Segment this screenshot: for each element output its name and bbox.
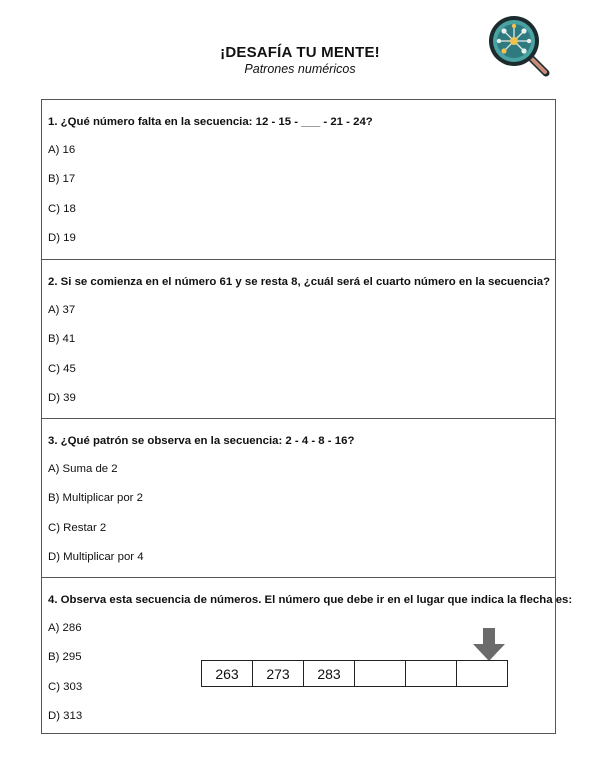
- option-b: B) Multiplicar por 2: [48, 492, 143, 504]
- page-title: ¡DESAFÍA TU MENTE!: [220, 44, 380, 61]
- option-d: D) 39: [48, 392, 76, 404]
- option-d: D) 313: [48, 710, 83, 722]
- question-text: 2. Si se comienza en el número 61 y se resta 8, ¿cuál será el cuarto número en la secuencia?: [48, 276, 551, 288]
- option-c: C) 303: [48, 681, 83, 693]
- option-d: D) 19: [48, 232, 76, 244]
- sequence-cell-target: [457, 661, 508, 687]
- option-c: C) 18: [48, 203, 76, 215]
- sequence-cell: 273: [253, 661, 304, 687]
- option-c: C) 45: [48, 363, 76, 375]
- question-text: 1. ¿Qué número falta en la secuencia: 12 - 15 - ___ - 21 - 24?: [48, 116, 373, 128]
- sequence-table: [201, 660, 508, 687]
- option-a: A) Suma de 2: [48, 463, 118, 475]
- sequence-cell-blank: [355, 661, 406, 687]
- question-text: 4. Observa esta secuencia de números. El número que debe ir en el lugar que indica la flecha es:: [48, 594, 573, 606]
- option-b: B) 295: [48, 651, 82, 663]
- option-a: A) 16: [48, 144, 76, 156]
- option-d: D) Multiplicar por 4: [48, 551, 144, 563]
- page-subtitle: Patrones numéricos: [244, 62, 356, 76]
- option-c: C) Restar 2: [48, 522, 107, 534]
- down-arrow-icon: [472, 628, 506, 662]
- magnifier-network-icon: [486, 13, 552, 79]
- sequence-cell: 283: [304, 661, 355, 687]
- option-a: A) 37: [48, 304, 76, 316]
- question-2: [42, 259, 555, 418]
- question-text: 3. ¿Qué patrón se observa en la secuencia: 2 - 4 - 8 - 16?: [48, 435, 355, 447]
- question-1: [42, 100, 555, 259]
- sequence-cell-blank: [406, 661, 457, 687]
- option-a: A) 286: [48, 622, 82, 634]
- sequence-cell: 263: [202, 661, 253, 687]
- question-3: [42, 418, 555, 577]
- option-b: B) 41: [48, 333, 76, 345]
- option-b: B) 17: [48, 173, 76, 185]
- question-4: [42, 577, 573, 733]
- quiz-box: [41, 99, 573, 734]
